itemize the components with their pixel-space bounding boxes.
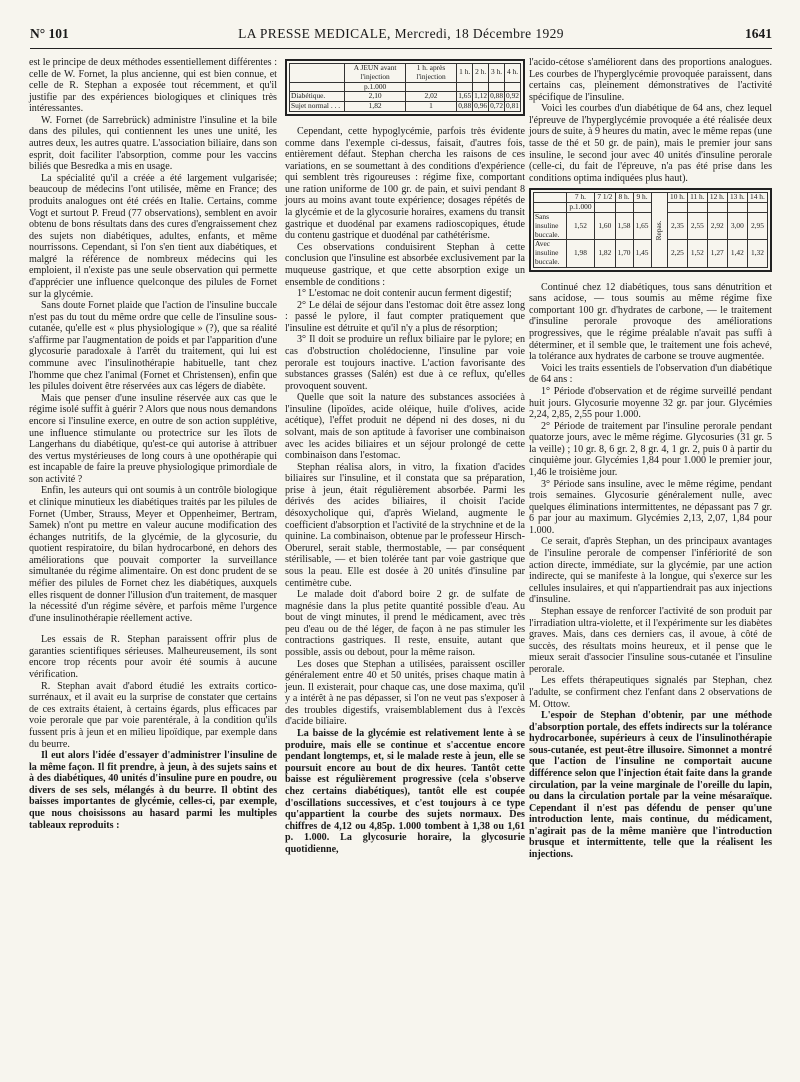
table-header: 8 h. bbox=[615, 193, 633, 203]
paragraph: Cependant, cette hypoglycémie, parfois très évidente comme dans l'exemple ci-dessus, faisait, d'autres fois, entièrement défaut. Stephan chercha les raisons de ces variations, en se soumettant à des conditions d'expérience qui semblent très rigoureuses : régime fixe, comportant une ration uniforme de 100 gr. de pain, et suivi pendant 8 jours au moins avant toute expérience; dosages répétés de la glycémie et de la glycosurie horaires, examens du transit gastrique et duodénal par examens radioscopiques, étude du contenu gastrique et duodénal par cathétérisme. bbox=[285, 125, 525, 242]
table-header: 9 h. bbox=[633, 193, 651, 203]
table-cell: 2,02 bbox=[405, 92, 456, 102]
table-header: 10 h. bbox=[667, 193, 687, 203]
paragraph: Enfin, les auteurs qui ont soumis à un contrôle biologique et clinique minutieux les diabétiques traités par les pilules de Fornet (Umber, Strauss, Meyer et Oppenheimer, Bertram, Samek) n'ont pu mettre en valeur aucune modification des échanges nutritifs, de la glycémie, de la glycosurie, du quotient respiratoire, du bilan hydrocarboné, en dehors des améliorations que pouvait comporter la surveillance simultanée du régime alimentaire. On est donc prudent de se méfier des pilules de Fornet chez les diabétiques, auxquels elles risquent de donner l'illusion d'un traitement, de masquer la nécessité d'un régime sévère, et parfois même l'urgence d'une insulinothérapie réellement active. bbox=[29, 485, 277, 624]
page-number-right: 1641 bbox=[745, 26, 772, 41]
paragraph: 2° Période de traitement par l'insuline perorale pendant quatorze jours, avec le même régime. Glycosuries (31 gr. 5 la veille) ; 10 gr. 8, 6 gr. 2, 8 gr. 4, 1 gr. 2, puis 0 à partir du cinquième jour. Glycémies 1,84 pour 1.000 le premier jour, 1,46 le troisième jour. bbox=[529, 420, 772, 478]
paragraph: Les essais de R. Stephan paraissent offrir plus de garanties scientifiques sérieuses. Malheureusement, ils sont encore trop récents pour avoir été soumis à aucune vérification. bbox=[29, 634, 277, 681]
table-cell: 2,55 bbox=[687, 212, 707, 239]
table-cell: 2,10 bbox=[345, 92, 405, 102]
table-cell: 1,42 bbox=[727, 240, 747, 267]
table-cell: 1,52 bbox=[687, 240, 707, 267]
table-cell: 1,12 bbox=[474, 91, 488, 101]
glycemia-table-1 bbox=[285, 59, 525, 116]
table-cell: 1,45 bbox=[633, 240, 651, 267]
table-header: A JEUN avant l'injection bbox=[345, 64, 405, 83]
paragraph: Quelle que soit la nature des substances associées à l'insuline (lipoïdes, acide oléique, huile d'olives, acide acétique), l'effet produit ne dépend ni des doses, ni du solvant, mais de son aptitude à favoriser une combinaison avec les acides biliaires et un séjour prolongé de cette combinaison dans l'estomac. bbox=[285, 392, 525, 462]
table-cell: 0,88 bbox=[458, 101, 472, 111]
table-cell: 3,00 bbox=[727, 212, 747, 239]
paragraph: Il eut alors l'idée d'essayer d'administrer l'insuline de la même façon. Il fit prendre, à jeun, à des sujets sains et à des diabétiques, 40 unités d'insuline pure en poudre, ou divers de ses sels, mélangés à du beurre. Il obtint des baisses importantes de glycémie, celles-ci, par exemple, que nous choisissons au hasard parmi les multiples tableaux reproduits : bbox=[29, 750, 277, 831]
table-cell: 0,81 bbox=[506, 101, 519, 111]
table-header: 12 h. bbox=[707, 193, 727, 203]
page-number-left: N° 101 bbox=[30, 26, 69, 41]
paragraph: W. Fornet (de Sarrebrück) administre l'insuline et la bile dans des pilules, qui contiennent les unes une unité, les autres deux, les autres quatre. L'association biliaire, dans son esprit, doit faciliter l'absorption, comme pour les vaccins biliés que Besredka a mis en usage. bbox=[29, 114, 277, 173]
paragraph: Mais que penser d'une insuline réservée aux cas que le régime isolé suffit à guérir ? Alors que nous nous demandons encore si l'insuline exerce, en outre de son action supplétive, une influence stimulante ou protectrice sur les îlots de Langerhans du diabétique, qu'est-ce qui autorise à attribuer des vertus mystérieuses de long cours à une opothérapie qui est incapable de faire la preuve physiologique primordiale de son activité ? bbox=[29, 392, 277, 485]
table-cell: 1,70 bbox=[615, 240, 633, 267]
table-cell: 0,96 bbox=[474, 101, 488, 111]
table-header: 1 h. bbox=[457, 64, 473, 83]
paragraph: Sans doute Fornet plaide que l'action de l'insuline buccale n'est pas du tout du même ordre que celle de l'insuline sous-cutanée, qu'elle est « plus physiologique » (?), que sa réalité s'affirme par l'augmentation de poids et par l'apparition d'une glycosurie paradoxale à l'arrêt du traitement, qui lui est commune avec l'insulinothérapie habituelle, tant chez l'homme que chez l'animal (Fornet et Christensen), enfin que les pilules doivent être réservées aux cas légers de diabète. bbox=[29, 300, 277, 393]
table-header: 4 h. bbox=[505, 64, 521, 83]
table-header: 7 1/2 bbox=[595, 193, 615, 203]
table-cell: 1,82 bbox=[345, 102, 405, 112]
table-cell: 2,25 bbox=[667, 240, 687, 267]
table-cell: 1,65 bbox=[633, 212, 651, 239]
table-cell: 1,32 bbox=[747, 240, 767, 267]
table-cell: 1,98 bbox=[566, 240, 594, 267]
table-cell: 2,95 bbox=[747, 212, 767, 239]
table-header: 3 h. bbox=[489, 64, 505, 83]
table-cell: 1,65 bbox=[458, 91, 472, 101]
glycemia-table-2 bbox=[529, 188, 772, 271]
paragraph: Les doses que Stephan a utilisées, paraissent osciller généralement entre 40 et 50 unités, prises chaque matin à jeun. Il existerait, pour chaque cas, une dose maxima, qu'il y a intérêt à ne pas dépasser, si l'on ne veut pas s'exposer à des troubles digestifs, vraisemblablement dus à l'excès d'acide biliaire. bbox=[285, 658, 525, 728]
paragraph: 1° Période d'observation et de régime surveillé pendant huit jours. Glycosurie moyenne 32 gr. par jour. Glycémies 2,24, 2,85, 2,55 pour 1.000. bbox=[529, 385, 772, 421]
column-1 bbox=[29, 57, 277, 831]
paragraph: R. Stephan avait d'abord étudié les extraits cortico-surrénaux, et il avait eu la surprise de constater que certains de ces extraits étaient, à certains égards, plus efficaces par voie perorale que par voie parentérale, à la condition qu'ils fussent pris à jeun et en milieu lipoïdique, par exemple dans du beurre. bbox=[29, 680, 277, 750]
row-label: Sans insuline buccale. bbox=[534, 212, 567, 239]
paragraph: est le principe de deux méthodes essentiellement différentes : celle de W. Fornet, la plus ancienne, qui est bien connue, et celle de R. Stephan a exposée tout récemment, et qu'il justifie par des expériences biologiques et cliniques très intéressantes. bbox=[29, 57, 277, 115]
paragraph: Stephan essaye de renforcer l'activité de son produit par l'irradiation ultra-violette, et il l'expérimente sur les diabètes graves. Mais, dans ces derniers cas, il avoue, à côté de succès, des résultats moins heureux, et il pense que le mieux serait d'associer l'insuline sous-cutanée et l'insuline perorale. bbox=[529, 605, 772, 675]
row-label: Avec insuline buccale. bbox=[534, 240, 567, 267]
table-header: 13 h. bbox=[727, 193, 747, 203]
issue-date: Mercredi, 18 Décembre 1929 bbox=[394, 26, 564, 41]
table-header: 11 h. bbox=[687, 193, 707, 203]
paragraph: La baisse de la glycémie est relativement lente à se produire, mais elle se continue et s'accentue encore pendant longtemps, et, si le malade reste à jeun, elle se poursuit encore au bout de dix heures. Tantôt cette baisse est régulièrement progressive (cela s'observe chez certains diabétiques), tantôt elle est coupée d'oscillations successives, et c'est toujours à ce type qu'appartient la courbe des sujets normaux. Des chiffres de 4,12 ou 4,85p. 1.000 tombent à 1,38 ou 1,61 p. 1.000. La glycosurie horaire, la glycosurie quotidienne, bbox=[285, 728, 525, 855]
row-label: Diabétique. bbox=[290, 92, 345, 102]
table-cell: 1,58 bbox=[615, 212, 633, 239]
table-header: 2 h. bbox=[473, 64, 489, 83]
table-cell: 2,92 bbox=[707, 212, 727, 239]
paragraph: Les effets thérapeutiques signalés par Stephan, chez l'adulte, se confirment chez l'enfant dans 2 observations de M. Ottow. bbox=[529, 675, 772, 710]
paragraph: 3° Il doit se produire un reflux biliaire par le pylore; en cas d'obstruction cholédocienne, l'insuline par voie perorale est toujours inactive. L'action favorisante des substances grasses (Salén) est due à ce reflux, qu'elles provoquent souvent. bbox=[285, 334, 525, 392]
paragraph: Voici les courbes d'un diabétique de 64 ans, chez lequel l'épreuve de l'hyperglycémie provoquée a été réalisée deux jours de suite, à 9 heures du matin, avec le même repas (une tasse de thé et 50 gr. de pain), mais le premier jour sans insuline, le second jour avec 40 unités d'insuline perorale (celle-ci, du fait de l'épreuve, n'a pas été prise dans les conditions optima indiquées plus haut). bbox=[529, 103, 772, 184]
table-row bbox=[290, 102, 521, 112]
paragraph: 2° Le délai de séjour dans l'estomac doit être assez long : passé le pylore, il faut compter pratiquement que l'insuline est détruite et qu'il n'y a plus de résorption; bbox=[285, 299, 525, 334]
table-cell: 1,52 bbox=[566, 212, 594, 239]
paragraph: Stephan réalisa alors, in vitro, la fixation d'acides biliaires sur l'insuline, et il constata que sa préparation, prise à jeun, était régulièrement absorbée. Parmi les dérivés des acides biliaires, il choisit l'acide désoxycholique qui, d'après Wieland, augmente le coefficient d'absorption et l'activité de la strychnine et de la quinine. La combinaison, obtenue par le professeur Hirsch-Oberurel, serait stable, thermostable, — par conséquent stérilisable, — et bien tolérée tant par voie gastrique que sous la peau. Elle est dosée à 20 unités d'insuline par centimètre cube. bbox=[285, 461, 525, 589]
meal-marker: Repas. bbox=[651, 193, 667, 267]
paragraph: L'espoir de Stephan d'obtenir, par une méthode d'absorption portale, des effets indirects sur la tolérance hydrocarbonée, supérieurs à ceux de l'insulinothérapie sous-cutanée, est peut-être illusoire. Simonnet a montré que l'action de l'insuline ne comportait aucune différence selon que l'injection était faite dans la grande circulation, par la veine marginale de l'oreille du lapin, ou dans la circulation portale par la veine mésaraïque. Cependant il n'est pas défendu de penser qu'une introduction lente, mais continue, du médicament, n'agirait pas de la même manière que l'introduction brusque et intermittente, telle que la réalisent les injections. bbox=[529, 710, 772, 861]
table-cell: 0,72 bbox=[490, 101, 504, 111]
journal-title-line bbox=[30, 26, 772, 42]
paragraph: l'acido-cétose s'améliorent dans des proportions analogues. Les courbes de l'hyperglycémie provoquée paraissent, dans certains cas, pleinement démonstratives de l'activité spécifique de l'insuline. bbox=[529, 57, 772, 103]
table-cell: 1,60 bbox=[595, 212, 615, 239]
table-header: 14 h. bbox=[747, 193, 767, 203]
header-rule bbox=[30, 48, 772, 49]
running-header bbox=[30, 26, 772, 42]
paragraph: 3° Période sans insuline, avec le même régime, pendant trois semaines. Glycosurie généralement nulle, avec quelques éliminations intermittentes, ne dépassant pas 7 gr. 6 par jour au maximum. Glycémies 2,13, 2,07, 1,84 pour 1.000. bbox=[529, 478, 772, 536]
paragraph: 1° L'estomac ne doit contenir aucun ferment digestif; bbox=[297, 288, 512, 300]
table-cell: 2,35 bbox=[667, 212, 687, 239]
table-cell: 0,92 bbox=[506, 91, 519, 101]
table-cell: 1,82 bbox=[595, 240, 615, 267]
table-cell: 1 bbox=[405, 102, 456, 112]
table-header: 1 h. après l'injection bbox=[405, 64, 456, 83]
paragraph: La spécialité qu'il a créée a été largement vulgarisée; beaucoup de médecins l'ont utilisée, même en France; des produits analogues ont été créés en Italie. Certains, comme Vogt et surtout P. Freud (77 observations), semblent en avoir obtenu de bons résultats dans des cures d'engraissement chez des sujets non diabétiques, adultes, enfants, et même nourrissons. Cependant, si l'on s'en tient aux diabétiques, et malgré la référence de nombreux médecins qui les emploient, il n'existe pas une seule observation qui permette d'apprécier une influence quelconque des pilules de Fornet sur la glycémie. bbox=[29, 172, 277, 300]
paragraph: Voici les traits essentiels de l'observation d'un diabétique de 64 ans : bbox=[529, 362, 772, 386]
table-unit: p.1.000 bbox=[566, 203, 594, 213]
table-cell: 0,88 bbox=[490, 91, 504, 101]
table-unit: p.1.000 bbox=[345, 82, 405, 92]
paragraph: Ces observations conduisirent Stephan à cette conclusion que l'insuline est absorbée exclusivement par la muqueuse gastrique, et que cette absorption exige un ensemble de conditions : bbox=[285, 241, 525, 288]
paragraph: Le malade doit d'abord boire 2 gr. de sulfate de magnésie dans la plus petite quantité possible d'eau. Au bout de vingt minutes, il prend le médicament, avec très peu d'eau ou de thé léger, de façon à ne pas stimuler les contractions gastriques. Il reste, ensuite, autant que possible, assis ou debout, pour la même raison. bbox=[285, 589, 525, 658]
column-2 bbox=[285, 57, 525, 855]
paragraph: Ce serait, d'après Stephan, un des principaux avantages de l'insuline perorale de compenser l'infériorité de son action directe, immédiate, sur la glycémie, par une action indirecte, qui se manifeste à la longue, qui s'exerce sur les cellules insulaires, et qui n'appartiendrait pas aux injections d'insuline. bbox=[529, 536, 772, 606]
table-header: 7 h. bbox=[566, 193, 594, 203]
table-cell: 1,27 bbox=[707, 240, 727, 267]
journal-title: LA PRESSE MEDICALE, bbox=[238, 26, 391, 41]
paragraph: Continué chez 12 diabétiques, tous sans dénutrition et sans acidose, — tous soumis au même régime fixe comportant 100 gr. d'hydrates de carbone, — le traitement d'insuline perorale provoque des améliorations progressives, que le régime préalable n'avait pas suffi à déterminer, et il semble que, le traitement une fois achevé, la tolérance aux hydrates de carbone se trouve augmentée. bbox=[529, 281, 772, 363]
column-3 bbox=[529, 57, 772, 861]
row-label: Sujet normal . . . bbox=[290, 102, 345, 112]
